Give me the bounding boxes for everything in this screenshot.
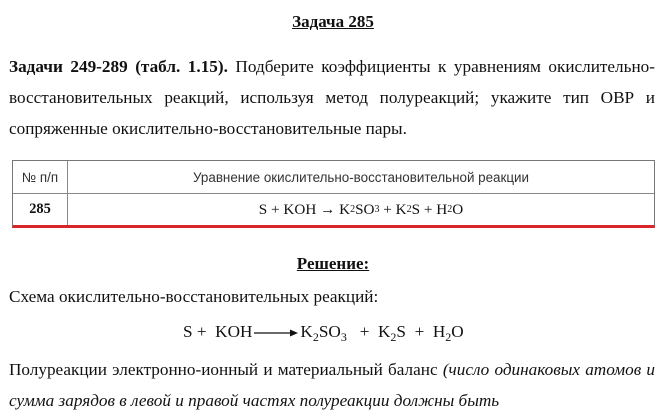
eq-arrow: → xyxy=(320,200,336,218)
eq-plus: + xyxy=(414,322,425,341)
eq-sub: 2 xyxy=(445,330,452,344)
eq-term: K xyxy=(395,200,407,218)
table-header-row xyxy=(13,161,654,194)
eq-sub: 2 xyxy=(312,330,319,344)
eq-term: H xyxy=(432,322,446,341)
eq-term: O xyxy=(452,200,464,218)
eq-term: K xyxy=(378,322,391,341)
eq-sub: 2 xyxy=(390,330,397,344)
header-equation: Уравнение окислительно-восстановительной реакции xyxy=(193,169,529,185)
task-text: Подберите коэффициенты к уравнениям окислительно-восстановительных реакций, используя метод полуреакций; укажите тип ОВР и сопряженные окислительно-восстановительные пары. xyxy=(9,57,655,138)
task-lead: Задачи 249-289 (табл. 1.15). xyxy=(9,57,228,76)
solution-heading: Решение: xyxy=(296,254,370,273)
eq-term: S xyxy=(411,200,421,218)
row-equation: S + KOH → K 2 SO 3 + K 2 S + H 2 O xyxy=(258,200,464,218)
eq-term: S xyxy=(396,322,406,341)
table-row xyxy=(13,194,654,225)
eq-term: S + xyxy=(183,322,207,341)
eq-term: KOH xyxy=(215,322,253,341)
eq-term: SO xyxy=(318,322,341,341)
scheme-label: Схема окислительно-восстановительных реакций: xyxy=(9,287,379,306)
half-reactions-italic: (число одинаковых атомов и сумма зарядов в левой и правой частях полуреакции должны быть xyxy=(9,360,655,410)
eq-plus: + xyxy=(379,200,396,218)
task-statement xyxy=(9,51,655,144)
eq-plus: + xyxy=(420,200,437,218)
eq-term: O xyxy=(451,322,464,341)
reaction-arrow-icon xyxy=(254,328,298,338)
eq-term: SO xyxy=(355,200,375,218)
row-num: 285 xyxy=(13,194,68,225)
header-num: № п/п xyxy=(13,161,68,193)
half-reactions-paragraph xyxy=(9,354,655,416)
scheme-equation xyxy=(183,322,464,342)
reaction-table xyxy=(12,160,655,228)
eq-term: H xyxy=(436,200,448,218)
task-title: Задача 285 xyxy=(292,12,374,31)
eq-term: K xyxy=(300,322,313,341)
eq-plus: + xyxy=(359,322,370,341)
eq-sub: 3 xyxy=(340,330,347,344)
eq-lhs: S + KOH xyxy=(258,200,317,218)
eq-term: K xyxy=(339,200,351,218)
half-reactions-text: Полуреакции электронно-ионный и материальный баланс xyxy=(9,360,443,379)
